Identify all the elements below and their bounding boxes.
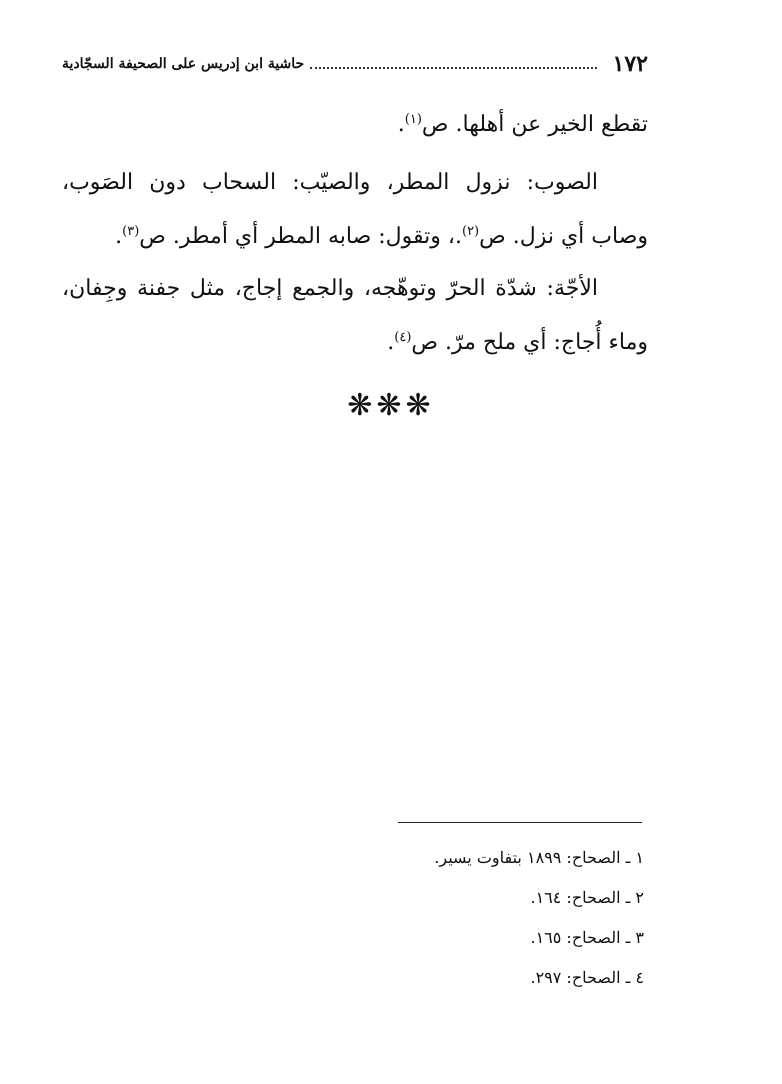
paragraph-text: الأجّة: شدّة الحرّ وتوهّجه، والجمع إجاج، مثل جفنة وجِفان، وماء أُجاج: أي ملح مرّ. ص <box>62 276 648 355</box>
footnote-separator <box>398 822 642 823</box>
footnote-ref: (١) <box>404 112 422 127</box>
page-header <box>62 50 648 78</box>
paragraph-text: تقطع الخير عن أهلها. ص <box>421 112 648 137</box>
paragraph-text: .، وتقول: صابه المطر أي أمطر. ص <box>139 224 462 249</box>
header-leader-dots <box>310 67 596 69</box>
footnote-item: ٢ ـ الصحاح: ١٦٤. <box>530 888 644 907</box>
page-number: ١٧٢ <box>612 51 648 77</box>
paragraph-1 <box>62 98 648 152</box>
paragraph-2 <box>62 156 648 264</box>
footnote-item: ٤ ـ الصحاح: ٢٩٧. <box>530 968 644 987</box>
paragraph-text: الصوب: نزول المطر، والصيّب: السحاب دون الصَوب، وصاب أي نزل. ص <box>62 170 648 249</box>
footnote-ref: (٣) <box>122 224 140 239</box>
footnote-item: ٣ ـ الصحاح: ١٦٥. <box>530 928 644 947</box>
footnote-item: ١ ـ الصحاح: ١٨٩٩ بتفاوت يسير. <box>434 848 644 867</box>
paragraph-3 <box>62 262 648 370</box>
footnote-ref: (٢) <box>461 224 480 239</box>
section-ornament: ❋❋❋ <box>347 388 435 423</box>
running-title: حاشية ابن إدريس على الصحيفة السجّادية <box>62 56 305 72</box>
paragraph-tail: . <box>115 224 123 249</box>
footnotes <box>300 838 644 998</box>
paragraph-tail: . <box>397 112 405 137</box>
footnote-ref: (٤) <box>394 330 412 345</box>
paragraph-tail: . <box>387 330 395 355</box>
